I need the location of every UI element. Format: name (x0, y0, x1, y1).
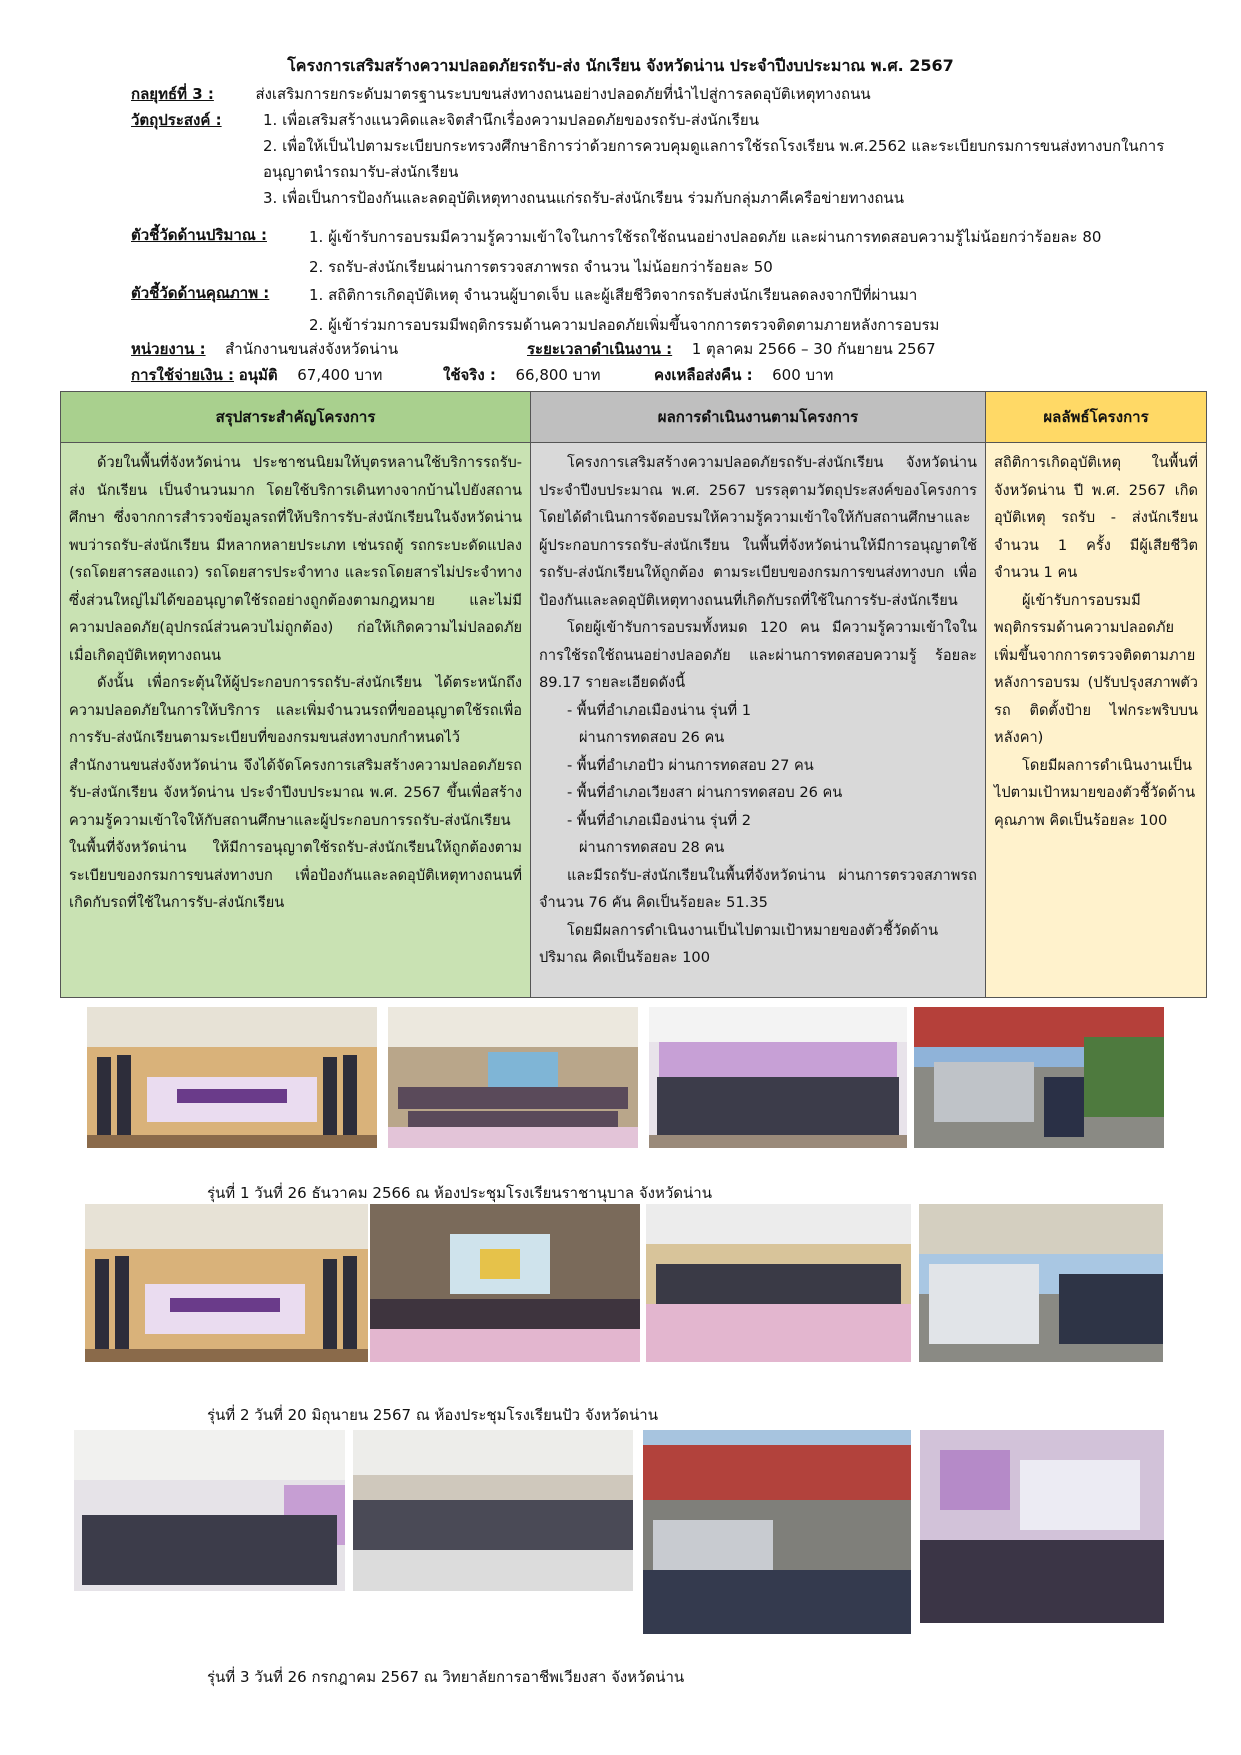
budget-approved-label: อนุมัติ (238, 366, 278, 384)
photo-lecture-hall-2 (370, 1204, 640, 1362)
results-list-item: - พื้นที่อำเภอเมืองน่าน รุ่นที่ 2 (567, 811, 752, 829)
quality-kpi-item: 2. ผู้เข้าร่วมการอบรมมีพฤติกรรมด้านความปลอดภัยเพิ่มขึ้นจากการตรวจติดตามภายหลังการอบรม (309, 316, 940, 334)
strategy-text: ส่งเสริมการยกระดับมาตรฐานระบบขนส่งทางถนนอย่างปลอดภัยที่นำไปสู่การลดอุบัติเหตุทางถนน (255, 85, 871, 103)
results-list-item: - พื้นที่อำเภอปัว ผ่านการทดสอบ 27 คน (567, 756, 814, 774)
budget-used-label: ใช้จริง : (443, 366, 496, 384)
table-header-row (61, 392, 1207, 443)
results-list-item: ผ่านการทดสอบ 26 คน (579, 729, 725, 746)
results-list-item: ผ่านการทดสอบ 28 คน (579, 839, 725, 856)
quantity-kpi-block (131, 222, 1201, 282)
outcome-cell (986, 443, 1207, 998)
photo-lecture-hall-1 (388, 1007, 638, 1148)
outcome-paragraph: ผู้เข้ารับการอบรมมีพฤติกรรมด้านความปลอดภัยเพิ่มขึ้นจากการตรวจติดตามภายหลังการอบรม (ปรับปรุงสภาพตัวรถ ติดตั้งป้าย ไฟกระพริบบนหลังคา) (994, 591, 1198, 746)
objective-item: อนุญาตนำรถมารับ-ส่งนักเรียน (263, 163, 459, 181)
quality-kpi-block (131, 280, 1201, 340)
photo-training-room-3 (353, 1430, 633, 1591)
quantity-kpi-item: 2. รถรับ-ส่งนักเรียนผ่านการตรวจสภาพรถ จำนวน ไม่น้อยกว่าร้อยละ 50 (309, 258, 773, 276)
results-intro: โครงการเสริมสร้างความปลอดภัยรถรับ-ส่งนักเรียน จังหวัดน่าน ประจำปีงบประมาณ พ.ศ. 2567 บรรลุตามวัตถุประสงค์ของโครงการ โดยได้ดำเนินการจัดอบรมให้ความรู้ความเข้าใจให้กับสถานศึกษาและผู้ประกอบการรถรับ-ส่งนักเรียน ในพื้นที่จังหวัดน่านให้มีการอนุญาตใช้รถรับ-ส่งนักเรียนให้ถูกต้อง ตามระเบียบของกรมการขนส่งทางบก เพื่อป้องกันและลดอุบัติเหตุทางถนนที่เกิดกับรถที่ใช้ในการรับ-ส่งนักเรียน (539, 454, 977, 609)
photo-training-room-2 (646, 1204, 911, 1362)
header-results: ผลการดำเนินงานตามโครงการ (531, 392, 986, 443)
objectives-label: วัตถุประสงค์ : (131, 111, 222, 129)
agency-value: สำนักงานขนส่งจังหวัดน่าน (225, 340, 399, 358)
objective-item: 3. เพื่อเป็นการป้องกันและลดอุบัติเหตุทางถนนแก่รถรับ-ส่งนักเรียน ร่วมกับกลุ่มภาคีเครือข่ายทางถนน (263, 189, 904, 207)
outcome-paragraph: โดยมีผลการดำเนินงานเป็นไปตามเป้าหมายของตัวชี้วัดด้านคุณภาพ คิดเป็นร้อยละ 100 (994, 756, 1196, 829)
strategy-label: กลยุทธ์ที่ 3 : (131, 85, 214, 103)
caption-session-3: รุ่นที่ 3 วันที่ 26 กรกฎาคม 2567 ณ วิทยาลัยการอาชีพเวียงสา จังหวัดน่าน (207, 1668, 685, 1686)
quantity-kpi-label: ตัวชี้วัดด้านปริมาณ : (131, 226, 267, 244)
budget-label: การใช้จ่ายเงิน : (131, 366, 234, 384)
photo-presentation-3 (920, 1430, 1164, 1623)
document-title: โครงการเสริมสร้างความปลอดภัยรถรับ-ส่ง นักเรียน จังหวัดน่าน ประจำปีงบประมาณ พ.ศ. 2567 (287, 56, 954, 75)
agency-label: หน่วยงาน : (131, 340, 206, 358)
period-label: ระยะเวลาดำเนินงาน : (527, 340, 673, 358)
photo-group-meeting-3 (74, 1430, 345, 1591)
results-outcome: โดยมีผลการดำเนินงานเป็นไปตามเป้าหมายของตัวชี้วัดด้านปริมาณ คิดเป็นร้อยละ 100 (539, 921, 939, 966)
objectives-block (131, 107, 1201, 211)
header-summary: สรุปสาระสำคัญโครงการ (61, 392, 531, 443)
photo-vehicle-inspection-2 (919, 1204, 1163, 1362)
quantity-kpi-item: 1. ผู้เข้ารับการอบรมมีความรู้ความเข้าใจในการใช้รถใช้ถนนอย่างปลอดภัย และผ่านการทดสอบความรู้ไม่น้อยกว่าร้อยละ 80 (309, 228, 1102, 246)
results-vehicles: และมีรถรับ-ส่งนักเรียนในพื้นที่จังหวัดน่าน ผ่านการตรวจสภาพรถ จำนวน 76 คัน คิดเป็นร้อยละ 51.35 (539, 866, 977, 911)
budget-row (131, 362, 1201, 388)
results-list-item: - พื้นที่อำเภอเมืองน่าน รุ่นที่ 1 (567, 701, 752, 719)
budget-remain-label: คงเหลือส่งคืน : (654, 366, 753, 384)
quality-kpi-label: ตัวชี้วัดด้านคุณภาพ : (131, 284, 270, 302)
agency-period-row (131, 336, 1201, 362)
budget-remain-value: 600 บาท (772, 366, 834, 384)
budget-used-value: 66,800 บาท (515, 366, 601, 384)
project-summary-table (60, 391, 1207, 998)
objective-item: 2. เพื่อให้เป็นไปตามระเบียบกระทรวงศึกษาธิการว่าด้วยการควบคุมดูแลการใช้รถโรงเรียน พ.ศ.2562 และระเบียบกรมการขนส่งทางบกในการ (263, 137, 1165, 155)
header-outcome: ผลลัพธ์โครงการ (986, 392, 1207, 443)
photo-vehicle-inspection-1 (914, 1007, 1164, 1148)
summary-paragraph: ดังนั้น เพื่อกระตุ้นให้ผู้ประกอบการรถรับ-ส่งนักเรียน ได้ตระหนักถึงความปลอดภัยในการให้บริการ และเพิ่มจำนวนรถที่ขออนุญาตใช้รถเพื่อการรับ-ส่งนักเรียนตามระเบียบที่ของกรมขนส่งทางบกกำหนดไว้ สำนักงานขนส่งจังหวัดน่าน จึงได้จัดโครงการเสริมสร้างความปลอดภัยรถรับ-ส่งนักเรียน จังหวัดน่าน ประจำปีงบประมาณ พ.ศ. 2567 ขึ้นเพื่อสร้างความรู้ความเข้าใจให้กับสถานศึกษาและผู้ประกอบการรถรับ-ส่งนักเรียน ในพื้นที่จังหวัดน่าน ให้มีการอนุญาตใช้รถรับ-ส่งนักเรียนให้ถูกต้องตามระเบียบของกรมการขนส่งทางบก เพื่อป้องกันและลดอุบัติเหตุทางถนนที่เกิดกับรถที่ใช้ในการรับ-ส่งนักเรียน (69, 674, 522, 911)
strategy-row (131, 81, 1201, 107)
quality-kpi-item: 1. สถิติการเกิดอุบัติเหตุ จำนวนผู้บาดเจ็บ และผู้เสียชีวิตจากรถรับส่งนักเรียนลดลงจากปีที่ผ่านมา (309, 286, 918, 304)
budget-approved-value: 67,400 บาท (297, 366, 383, 384)
results-cell (531, 443, 986, 998)
caption-session-2: รุ่นที่ 2 วันที่ 20 มิถุนายน 2567 ณ ห้องประชุมโรงเรียนปัว จังหวัดน่าน (207, 1406, 658, 1424)
results-list-item: - พื้นที่อำเภอเวียงสา ผ่านการทดสอบ 26 คน (567, 784, 843, 801)
photo-group-meeting-1 (87, 1007, 377, 1148)
objective-item: 1. เพื่อเสริมสร้างแนวคิดและจิตสำนึกเรื่องความปลอดภัยของรถรับ-ส่งนักเรียน (263, 111, 759, 129)
photo-group-meeting-2 (85, 1204, 368, 1362)
summary-paragraph: ด้วยในพื้นที่จังหวัดน่าน ประชาชนนิยมให้บุตรหลานใช้บริการรถรับ-ส่ง นักเรียน เป็นจำนวนมาก โดยใช้บริการเดินทางจากบ้านไปยังสถานศึกษา ซึ่งจากการสำรวจข้อมูลรถที่ให้บริการรับ-ส่งนักเรียนในจังหวัดน่าน พบว่ารถรับ-ส่งนักเรียน มีหลากหลายประเภท เช่นรถตู้ รถกระบะดัดแปลง (รถโดยสารสองแถว) รถโดยสารประจำทาง และรถโดยสารไม่ประจำทาง ซึ่งส่วนใหญ่ไม่ได้ขออนุญาตใช้รถอย่างถูกต้องตามกฎหมาย และไม่มีความปลอดภัย(อุปกรณ์ส่วนควบไม่ถูกต้อง) ก่อให้เกิดความไม่ปลอดภัยเมื่อเกิดอุบัติเหตุทางถนน (69, 454, 522, 664)
caption-session-1: รุ่นที่ 1 วันที่ 26 ธันวาคม 2566 ณ ห้องประชุมโรงเรียนราชานุบาล จังหวัดน่าน (207, 1184, 712, 1202)
outcome-paragraph: สถิติการเกิดอุบัติเหตุ ในพื้นที่จังหวัดน่าน ปี พ.ศ. 2567 เกิดอุบัติเหตุ รถรับ - ส่งนักเรียน จำนวน 1 ครั้ง มีผู้เสียชีวิต จำนวน 1 คน (994, 454, 1198, 581)
table-body-row (61, 443, 1207, 998)
photo-participants-1 (649, 1007, 907, 1148)
summary-cell (61, 443, 531, 998)
results-trained: โดยผู้เข้ารับการอบรมทั้งหมด 120 คน มีความรู้ความเข้าใจในการใช้รถใช้ถนนอย่างปลอดภัย และผ่านการทดสอบความรู้ ร้อยละ 89.17 รายละเอียดดังนี้ (539, 619, 977, 691)
photo-vehicle-inspection-3 (643, 1430, 911, 1634)
period-value: 1 ตุลาคม 2566 – 30 กันยายน 2567 (691, 340, 936, 358)
